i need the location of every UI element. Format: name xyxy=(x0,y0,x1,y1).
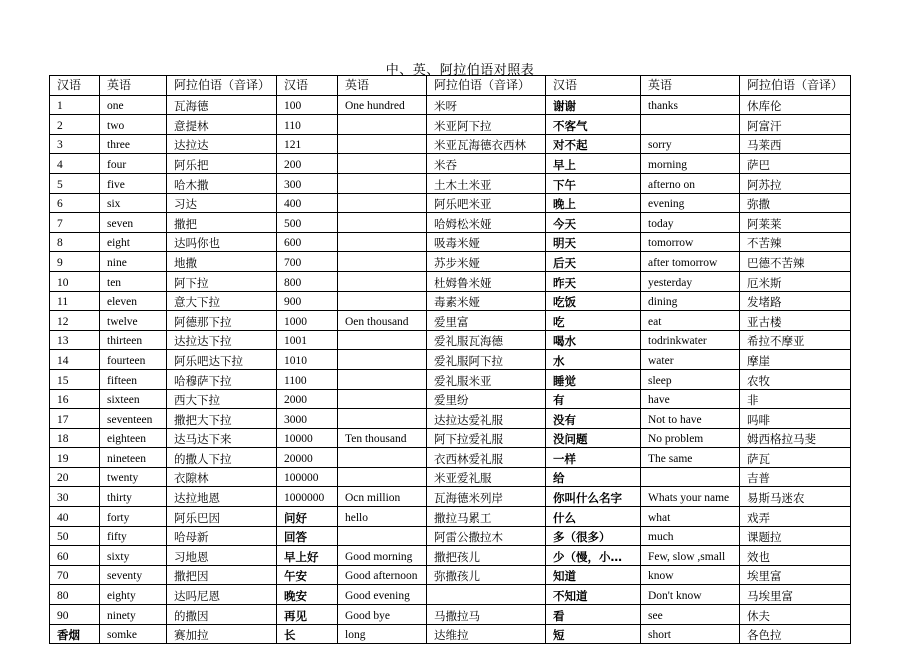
table-cell: 马埃里富 xyxy=(740,585,851,605)
table-row xyxy=(50,95,851,115)
table-cell: 19 xyxy=(50,448,100,468)
table-cell: Ocn million xyxy=(338,487,427,507)
column-header: 英语 xyxy=(100,76,167,96)
table-cell: 哈姆松米娅 xyxy=(427,213,546,233)
column-header: 阿拉伯语（音译） xyxy=(167,76,277,96)
table-row xyxy=(50,311,851,331)
table-row xyxy=(50,369,851,389)
table-cell: 15 xyxy=(50,369,100,389)
table-cell: 问好 xyxy=(277,507,338,527)
table-row xyxy=(50,546,851,566)
table-cell: 对不起 xyxy=(546,134,641,154)
table-cell: 昨天 xyxy=(546,271,641,291)
table-cell: 爱礼服瓦海德 xyxy=(427,330,546,350)
table-cell: 14 xyxy=(50,350,100,370)
table-cell: todrinkwater xyxy=(641,330,740,350)
table-row xyxy=(50,330,851,350)
table-cell: Good evening xyxy=(338,585,427,605)
table-cell: 121 xyxy=(277,134,338,154)
table-cell: 水 xyxy=(546,350,641,370)
table-cell: 明天 xyxy=(546,232,641,252)
table-cell: 阿德那下拉 xyxy=(167,311,277,331)
table-cell: morning xyxy=(641,154,740,174)
column-header: 英语 xyxy=(338,76,427,96)
table-cell: what xyxy=(641,507,740,527)
table-cell: 撒把 xyxy=(167,213,277,233)
table-cell xyxy=(338,526,427,546)
table-cell: seventy xyxy=(100,565,167,585)
table-cell: 50 xyxy=(50,526,100,546)
table-cell: four xyxy=(100,154,167,174)
table-cell: 30 xyxy=(50,487,100,507)
table-cell: 西大下拉 xyxy=(167,389,277,409)
table-cell: 8 xyxy=(50,232,100,252)
table-cell xyxy=(338,369,427,389)
table-cell xyxy=(338,173,427,193)
table-cell: 200 xyxy=(277,154,338,174)
table-cell: 戏弄 xyxy=(740,507,851,527)
table-cell: 今天 xyxy=(546,213,641,233)
table-cell: 达吗你也 xyxy=(167,232,277,252)
table-cell: 早上好 xyxy=(277,546,338,566)
table-cell: short xyxy=(641,624,740,644)
table-cell: 10 xyxy=(50,271,100,291)
table-row xyxy=(50,193,851,213)
table-cell: ten xyxy=(100,271,167,291)
table-row xyxy=(50,291,851,311)
table-row xyxy=(50,585,851,605)
column-header: 汉语 xyxy=(546,76,641,96)
table-cell: 12 xyxy=(50,311,100,331)
table-cell xyxy=(338,271,427,291)
table-cell xyxy=(338,291,427,311)
table-row xyxy=(50,350,851,370)
table-cell: Good afternoon xyxy=(338,565,427,585)
table-cell: 马撒拉马 xyxy=(427,605,546,625)
table-cell: 米呀 xyxy=(427,95,546,115)
table-cell: 休库伦 xyxy=(740,95,851,115)
table-cell: 少（慢，小… xyxy=(546,546,641,566)
table-cell: 1100 xyxy=(277,369,338,389)
table-cell: fourteen xyxy=(100,350,167,370)
table-row xyxy=(50,565,851,585)
table-cell: 非 xyxy=(740,389,851,409)
table-cell: 的撒人下拉 xyxy=(167,448,277,468)
table-cell: sleep xyxy=(641,369,740,389)
table-cell: 100 xyxy=(277,95,338,115)
table-cell: 短 xyxy=(546,624,641,644)
table-cell: Few, slow ,small xyxy=(641,546,740,566)
table-cell: 午安 xyxy=(277,565,338,585)
table-row xyxy=(50,271,851,291)
table-cell: 意提林 xyxy=(167,115,277,135)
table-cell: 效也 xyxy=(740,546,851,566)
table-cell: 不客气 xyxy=(546,115,641,135)
table-cell: 回答 xyxy=(277,526,338,546)
table-cell: 吗啡 xyxy=(740,409,851,429)
table-cell: 撒拉马累工 xyxy=(427,507,546,527)
table-cell xyxy=(338,448,427,468)
table-cell: three xyxy=(100,134,167,154)
table-cell: water xyxy=(641,350,740,370)
table-cell: 谢谢 xyxy=(546,95,641,115)
table-cell: 爱里富 xyxy=(427,311,546,331)
table-cell: 米亚瓦海德衣西林 xyxy=(427,134,546,154)
table-cell: 阿苏拉 xyxy=(740,173,851,193)
table-cell: Oen thousand xyxy=(338,311,427,331)
table-cell: 800 xyxy=(277,271,338,291)
table-cell: 1010 xyxy=(277,350,338,370)
table-cell: 再见 xyxy=(277,605,338,625)
table-cell xyxy=(338,330,427,350)
table-cell: 16 xyxy=(50,389,100,409)
column-header: 汉语 xyxy=(277,76,338,96)
table-cell: 达拉地恩 xyxy=(167,487,277,507)
table-cell: 衣西林爱礼服 xyxy=(427,448,546,468)
table-cell: ninety xyxy=(100,605,167,625)
table-cell: 厄米斯 xyxy=(740,271,851,291)
table-cell xyxy=(338,213,427,233)
table-cell: 阿下拉爱礼服 xyxy=(427,428,546,448)
table-cell: 20 xyxy=(50,467,100,487)
table-cell: 爱礼服阿下拉 xyxy=(427,350,546,370)
table-row xyxy=(50,252,851,272)
table-cell: 马莱西 xyxy=(740,134,851,154)
table-row xyxy=(50,526,851,546)
table-cell xyxy=(338,154,427,174)
table-cell: 下午 xyxy=(546,173,641,193)
table-row xyxy=(50,173,851,193)
table-row xyxy=(50,134,851,154)
table-cell: eighteen xyxy=(100,428,167,448)
table-cell: 课题拉 xyxy=(740,526,851,546)
table-cell: after tomorrow xyxy=(641,252,740,272)
table-cell: 萨巴 xyxy=(740,154,851,174)
table-cell: 10000 xyxy=(277,428,338,448)
table-cell: 70 xyxy=(50,565,100,585)
table-row xyxy=(50,232,851,252)
table-cell: 米亚阿下拉 xyxy=(427,115,546,135)
table-cell: 阿乐把 xyxy=(167,154,277,174)
table-cell: 18 xyxy=(50,428,100,448)
table-cell xyxy=(338,115,427,135)
table-cell: eat xyxy=(641,311,740,331)
table-cell: 不苦辣 xyxy=(740,232,851,252)
table-cell: 弥撒 xyxy=(740,193,851,213)
table-cell: 的撒因 xyxy=(167,605,277,625)
table-cell: The same xyxy=(641,448,740,468)
table-cell: 弥撒孩儿 xyxy=(427,565,546,585)
table-cell xyxy=(338,467,427,487)
table-cell: 达维拉 xyxy=(427,624,546,644)
table-cell: twelve xyxy=(100,311,167,331)
table-cell: thirty xyxy=(100,487,167,507)
table-cell: Not to have xyxy=(641,409,740,429)
table-cell: 晚安 xyxy=(277,585,338,605)
table-cell: five xyxy=(100,173,167,193)
table-cell: Don't know xyxy=(641,585,740,605)
table-cell: 1000 xyxy=(277,311,338,331)
table-cell: 达拉达 xyxy=(167,134,277,154)
table-cell: 600 xyxy=(277,232,338,252)
table-cell: 知道 xyxy=(546,565,641,585)
table-cell: 喝水 xyxy=(546,330,641,350)
table-cell: 达拉达下拉 xyxy=(167,330,277,350)
table-cell: Good morning xyxy=(338,546,427,566)
table-cell: eleven xyxy=(100,291,167,311)
table-cell: fifteen xyxy=(100,369,167,389)
table-cell: 香烟 xyxy=(50,624,100,644)
table-cell: 你叫什么名字 xyxy=(546,487,641,507)
table-cell: 吸毒米娅 xyxy=(427,232,546,252)
table-cell: 易斯马迷农 xyxy=(740,487,851,507)
table-cell: 苏步米娅 xyxy=(427,252,546,272)
table-row xyxy=(50,154,851,174)
table-cell: 一样 xyxy=(546,448,641,468)
table-cell: 撒把大下拉 xyxy=(167,409,277,429)
table-cell xyxy=(338,193,427,213)
table-row xyxy=(50,487,851,507)
table-cell: 900 xyxy=(277,291,338,311)
table-cell: 100000 xyxy=(277,467,338,487)
table-cell: 赛加拉 xyxy=(167,624,277,644)
page-title: 中、英、阿拉伯语对照表 xyxy=(385,63,535,78)
table-row xyxy=(50,428,851,448)
table-row xyxy=(50,624,851,644)
table-cell: 希拉不摩亚 xyxy=(740,330,851,350)
table-cell: 各色拉 xyxy=(740,624,851,644)
table-cell: 萨瓦 xyxy=(740,448,851,468)
table-cell: much xyxy=(641,526,740,546)
table-row xyxy=(50,389,851,409)
table-cell: 不知道 xyxy=(546,585,641,605)
table-cell: 达吗尼恩 xyxy=(167,585,277,605)
table-cell: 瓦海德 xyxy=(167,95,277,115)
table-cell: fifty xyxy=(100,526,167,546)
table-cell: Whats your name xyxy=(641,487,740,507)
table-cell: know xyxy=(641,565,740,585)
table-cell: 休夫 xyxy=(740,605,851,625)
table-cell xyxy=(338,409,427,429)
table-cell: 什么 xyxy=(546,507,641,527)
table-cell: 1 xyxy=(50,95,100,115)
table-cell: 多（很多） xyxy=(546,526,641,546)
table-row xyxy=(50,605,851,625)
table-cell: one xyxy=(100,95,167,115)
table-cell: twenty xyxy=(100,467,167,487)
table-cell: 80 xyxy=(50,585,100,605)
table-cell: 110 xyxy=(277,115,338,135)
table-cell: 阿乐吧米亚 xyxy=(427,193,546,213)
table-cell: 阿下拉 xyxy=(167,271,277,291)
table-cell: No problem xyxy=(641,428,740,448)
table-cell: 6 xyxy=(50,193,100,213)
table-cell xyxy=(427,585,546,605)
table-cell: Good bye xyxy=(338,605,427,625)
table-cell: 7 xyxy=(50,213,100,233)
table-cell: 9 xyxy=(50,252,100,272)
table-cell xyxy=(338,252,427,272)
table-cell: 吃饭 xyxy=(546,291,641,311)
table-cell: 500 xyxy=(277,213,338,233)
table-cell: 土木土米亚 xyxy=(427,173,546,193)
table-cell: 3 xyxy=(50,134,100,154)
column-header: 英语 xyxy=(641,76,740,96)
table-cell: long xyxy=(338,624,427,644)
table-cell: 撒把因 xyxy=(167,565,277,585)
table-cell xyxy=(338,134,427,154)
table-cell: 1000000 xyxy=(277,487,338,507)
table-cell: 爱礼服米亚 xyxy=(427,369,546,389)
table-cell: yesterday xyxy=(641,271,740,291)
table-cell: sixteen xyxy=(100,389,167,409)
table-cell: 摩崖 xyxy=(740,350,851,370)
table-cell: 400 xyxy=(277,193,338,213)
table-cell: 有 xyxy=(546,389,641,409)
table-cell: 阿莱莱 xyxy=(740,213,851,233)
table-cell xyxy=(641,467,740,487)
table-cell: 达拉达爱礼服 xyxy=(427,409,546,429)
table-cell: sixty xyxy=(100,546,167,566)
table-cell: 农牧 xyxy=(740,369,851,389)
table-cell: 爱里纷 xyxy=(427,389,546,409)
table-cell: seventeen xyxy=(100,409,167,429)
table-cell: 2 xyxy=(50,115,100,135)
table-cell: 40 xyxy=(50,507,100,527)
table-cell: forty xyxy=(100,507,167,527)
table-cell: 衣隙林 xyxy=(167,467,277,487)
table-row xyxy=(50,467,851,487)
table-cell: 阿乐巴因 xyxy=(167,507,277,527)
table-cell: tomorrow xyxy=(641,232,740,252)
table-cell xyxy=(338,232,427,252)
table-cell: 13 xyxy=(50,330,100,350)
table-cell: 哈穆萨下拉 xyxy=(167,369,277,389)
table-row xyxy=(50,448,851,468)
table-cell: hello xyxy=(338,507,427,527)
table-body xyxy=(50,95,851,644)
translation-table xyxy=(49,75,851,644)
column-header: 阿拉伯语（音译） xyxy=(740,76,851,96)
table-cell: 看 xyxy=(546,605,641,625)
table-cell: 给 xyxy=(546,467,641,487)
table-cell: 姆西格拉马斐 xyxy=(740,428,851,448)
table-cell: 阿雷公撒拉木 xyxy=(427,526,546,546)
table-cell: dining xyxy=(641,291,740,311)
column-header: 汉语 xyxy=(50,76,100,96)
table-cell: 达马达下来 xyxy=(167,428,277,448)
table-row xyxy=(50,213,851,233)
table-cell: 哈母新 xyxy=(167,526,277,546)
table-cell: 习达 xyxy=(167,193,277,213)
table-cell: 睡觉 xyxy=(546,369,641,389)
table-cell: 米亚爱礼服 xyxy=(427,467,546,487)
table-cell: sorry xyxy=(641,134,740,154)
table-row xyxy=(50,115,851,135)
table-cell: have xyxy=(641,389,740,409)
table-cell: 撒把孩儿 xyxy=(427,546,546,566)
table-cell: 没有 xyxy=(546,409,641,429)
table-cell: today xyxy=(641,213,740,233)
table-cell: 发堵路 xyxy=(740,291,851,311)
table-cell: nineteen xyxy=(100,448,167,468)
table-cell: 杜姆鲁米娅 xyxy=(427,271,546,291)
table-cell: thirteen xyxy=(100,330,167,350)
table-cell: nine xyxy=(100,252,167,272)
table-cell: 后天 xyxy=(546,252,641,272)
table-cell: two xyxy=(100,115,167,135)
table-cell: 17 xyxy=(50,409,100,429)
table-cell: see xyxy=(641,605,740,625)
table-cell: seven xyxy=(100,213,167,233)
table-cell: 早上 xyxy=(546,154,641,174)
table-cell: 5 xyxy=(50,173,100,193)
table-cell: afterno on xyxy=(641,173,740,193)
header-row xyxy=(50,76,851,96)
table-cell: 亚古楼 xyxy=(740,311,851,331)
table-cell: 意大下拉 xyxy=(167,291,277,311)
table-cell: eight xyxy=(100,232,167,252)
table-cell: 20000 xyxy=(277,448,338,468)
table-cell: 长 xyxy=(277,624,338,644)
table-cell: 晚上 xyxy=(546,193,641,213)
table-cell: 地撒 xyxy=(167,252,277,272)
table-cell: 1001 xyxy=(277,330,338,350)
table-cell: 吃 xyxy=(546,311,641,331)
table-cell xyxy=(338,389,427,409)
table-cell: Ten thousand xyxy=(338,428,427,448)
table-cell: 阿富汗 xyxy=(740,115,851,135)
table-cell: 90 xyxy=(50,605,100,625)
table-cell: One hundred xyxy=(338,95,427,115)
table-cell: evening xyxy=(641,193,740,213)
table-cell: 11 xyxy=(50,291,100,311)
column-header: 阿拉伯语（音译） xyxy=(427,76,546,96)
table-cell: 4 xyxy=(50,154,100,174)
table-cell: 巴德不苦辣 xyxy=(740,252,851,272)
table-cell: 阿乐吧达下拉 xyxy=(167,350,277,370)
table-cell: 2000 xyxy=(277,389,338,409)
table-cell: 吉普 xyxy=(740,467,851,487)
table-row xyxy=(50,507,851,527)
table-cell xyxy=(641,115,740,135)
table-cell: 瓦海德米列岸 xyxy=(427,487,546,507)
table-cell: thanks xyxy=(641,95,740,115)
table-cell: 米吞 xyxy=(427,154,546,174)
table-cell: 没问题 xyxy=(546,428,641,448)
table-cell: somke xyxy=(100,624,167,644)
table-row xyxy=(50,409,851,429)
table-cell: 60 xyxy=(50,546,100,566)
table-cell: 哈木撒 xyxy=(167,173,277,193)
table-cell: 埃里富 xyxy=(740,565,851,585)
table-cell: six xyxy=(100,193,167,213)
table-cell: 习地恩 xyxy=(167,546,277,566)
table-cell xyxy=(338,350,427,370)
table-cell: 毒素米娅 xyxy=(427,291,546,311)
table-cell: 300 xyxy=(277,173,338,193)
table-cell: 700 xyxy=(277,252,338,272)
table-cell: eighty xyxy=(100,585,167,605)
table-cell: 3000 xyxy=(277,409,338,429)
